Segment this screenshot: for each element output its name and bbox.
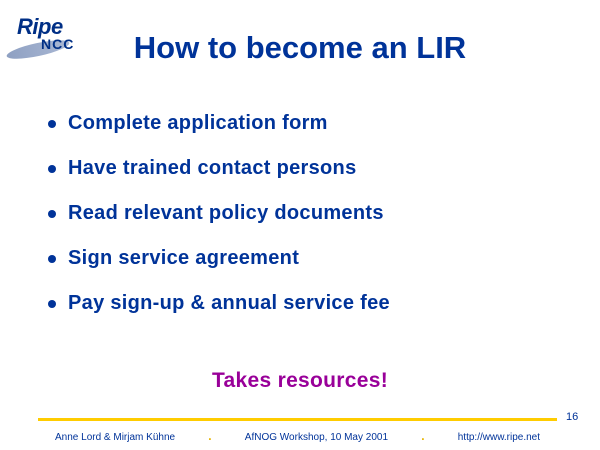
bullet-text: Read relevant policy documents [68,202,384,224]
bullet-text: Sign service agreement [68,247,300,269]
footer-event: AfNOG Workshop, 10 May 2001 [244,432,389,443]
bullet-icon [48,300,56,308]
bullet-list [0,101,600,326]
bullet-icon [48,120,56,128]
slide-title: How to become an LIR [133,30,467,65]
bullet-text: Have trained contact persons [68,157,357,179]
footer-separator-dot: . [208,429,212,443]
bullet-item [0,281,600,326]
footer-authors: Anne Lord & Mirjam Kühne [55,432,176,443]
logo-brand-text: Ripe [17,14,63,39]
logo-sub-text: NCC [41,36,75,52]
bullet-item [0,191,600,236]
bullet-icon [48,255,56,263]
page-number: 16 [566,411,579,423]
footer [55,429,540,443]
footer-separator-dot: . [421,429,425,443]
bullet-text: Pay sign-up & annual service fee [68,292,390,314]
callout-text: Takes resources! [211,369,388,392]
footer-divider [38,418,557,421]
bullet-item [0,101,600,146]
bullet-icon [48,210,56,218]
bullet-icon [48,165,56,173]
bullet-item [0,236,600,281]
bullet-item [0,146,600,191]
footer-url: http://www.ripe.net [457,432,540,443]
bullet-text: Complete application form [68,112,328,134]
